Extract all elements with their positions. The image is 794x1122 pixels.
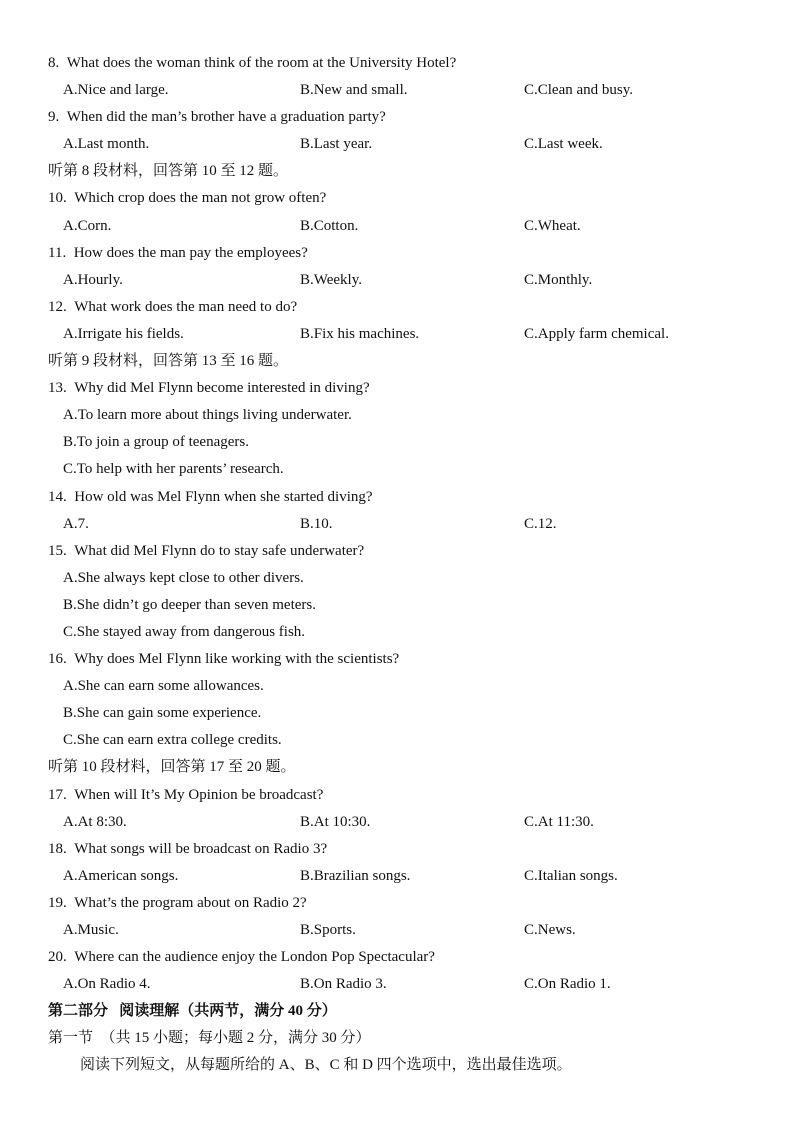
question-14-option-a: A.7. <box>63 515 89 532</box>
question-16-option-b: B.She can gain some experience. <box>63 705 262 722</box>
question-11-option-a: A.Hourly. <box>63 271 123 288</box>
question-14-option-b: B.10. <box>300 515 333 532</box>
question-17-option-a: A.At 8:30. <box>63 813 127 830</box>
question-9-option-c: C.Last week. <box>524 136 603 153</box>
question-14-stem: 14. How old was Mel Flynn when she started diving? <box>48 488 373 505</box>
question-12-option-c: C.Apply farm chemical. <box>524 325 669 342</box>
question-15-option-c: C.She stayed away from dangerous fish. <box>63 623 306 640</box>
question-15-option-a: A.She always kept close to other divers. <box>63 569 304 586</box>
question-13-option-c: C.To help with her parents’ research. <box>63 461 284 478</box>
question-11-option-c: C.Monthly. <box>524 271 593 288</box>
question-12-options <box>0 321 794 348</box>
question-11-options <box>0 267 794 294</box>
question-9-options <box>0 131 794 158</box>
exam-page <box>0 50 794 1080</box>
question-15-option-b: B.She didn’t go deeper than seven meters. <box>63 596 316 613</box>
question-12-stem: 12. What work does the man need to do? <box>48 298 298 315</box>
question-20-stem: 20. Where can the audience enjoy the London Pop Spectacular? <box>48 949 435 966</box>
question-16-option-a: A.She can earn some allowances. <box>63 678 264 695</box>
reading-instruction: 阅读下列短文，从每题所给的 A、B、C 和 D 四个选项中，选出最佳选项。 <box>80 1057 572 1074</box>
question-18-option-b: B.Brazilian songs. <box>300 867 411 884</box>
question-8-option-a: A.Nice and large. <box>63 82 169 99</box>
question-20-option-a: A.On Radio 4. <box>63 976 151 993</box>
question-19-stem: 19. What’s the program about on Radio 2? <box>48 894 307 911</box>
question-18-option-a: A.American songs. <box>63 867 179 884</box>
question-8-options <box>0 77 794 104</box>
question-17-option-b: B.At 10:30. <box>300 813 371 830</box>
question-17-option-c: C.At 11:30. <box>524 813 594 830</box>
question-20-option-b: B.On Radio 3. <box>300 976 387 993</box>
section-1-heading: 第一节 （共 15 小题；每小题 2 分，满分 30 分） <box>48 1030 371 1047</box>
question-9-option-b: B.Last year. <box>300 136 373 153</box>
question-18-options <box>0 863 794 890</box>
question-14-options <box>0 511 794 538</box>
question-16-option-c: C.She can earn extra college credits. <box>63 732 282 749</box>
question-17-options <box>0 809 794 836</box>
question-17-stem: 17. When will It’s My Opinion be broadcast? <box>48 786 324 803</box>
question-19-options <box>0 917 794 944</box>
section-10-heading: 听第 10 段材料，回答第 17 至 20 题。 <box>48 759 296 776</box>
question-11-stem: 11. How does the man pay the employees? <box>48 244 308 261</box>
question-12-option-a: A.Irrigate his fields. <box>63 325 184 342</box>
question-8-stem: 8. What does the woman think of the room at the University Hotel? <box>48 55 457 71</box>
question-13-option-a: A.To learn more about things living underwater. <box>63 407 352 424</box>
question-9-stem: 9. When did the man’s brother have a graduation party? <box>48 109 386 126</box>
question-8-option-b: B.New and small. <box>300 82 408 99</box>
question-20-option-c: C.On Radio 1. <box>524 976 611 993</box>
section-9-heading: 听第 9 段材料，回答第 13 至 16 题。 <box>48 353 289 370</box>
question-9-option-a: A.Last month. <box>63 136 150 153</box>
question-18-option-c: C.Italian songs. <box>524 867 618 884</box>
question-10-options <box>0 213 794 240</box>
part-2-heading: 第二部分 阅读理解（共两节，满分 40 分） <box>48 1003 337 1020</box>
question-13-option-b: B.To join a group of teenagers. <box>63 434 249 451</box>
question-16-stem: 16. Why does Mel Flynn like working with the scientists? <box>48 651 400 668</box>
question-10-option-b: B.Cotton. <box>300 217 359 234</box>
question-10-stem: 10. Which crop does the man not grow often? <box>48 190 327 207</box>
question-18-stem: 18. What songs will be broadcast on Radio 3? <box>48 840 328 857</box>
question-13-stem: 13. Why did Mel Flynn become interested in diving? <box>48 380 370 397</box>
question-19-option-c: C.News. <box>524 922 576 938</box>
question-12-option-b: B.Fix his machines. <box>300 325 420 342</box>
question-8-option-c: C.Clean and busy. <box>524 82 634 99</box>
question-11-option-b: B.Weekly. <box>300 271 362 288</box>
question-19-option-b: B.Sports. <box>300 922 356 938</box>
question-10-option-c: C.Wheat. <box>524 217 581 234</box>
question-20-options <box>0 971 794 998</box>
question-15-stem: 15. What did Mel Flynn do to stay safe underwater? <box>48 542 365 559</box>
question-19-option-a: A.Music. <box>63 922 119 938</box>
question-14-option-c: C.12. <box>524 515 557 532</box>
section-8-heading: 听第 8 段材料，回答第 10 至 12 题。 <box>48 163 289 180</box>
question-10-option-a: A.Corn. <box>63 217 112 234</box>
